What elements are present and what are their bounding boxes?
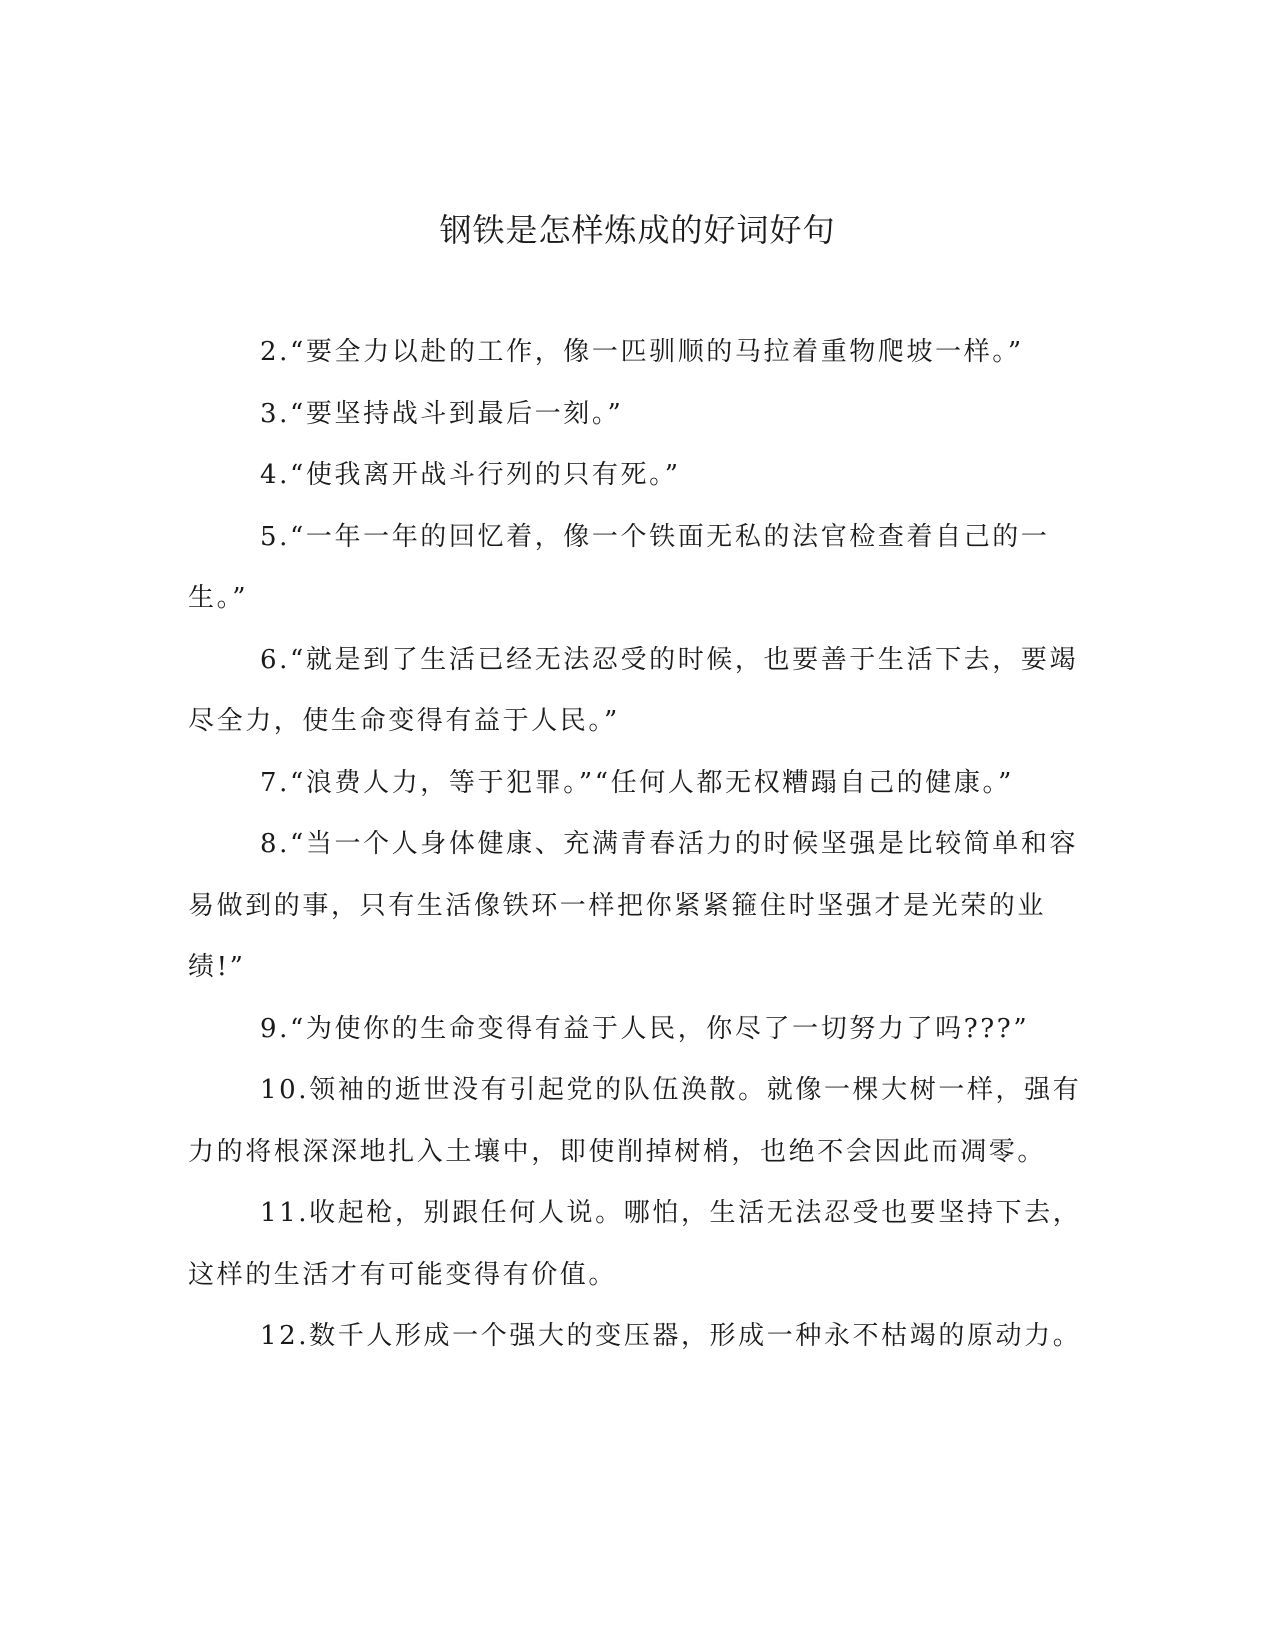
paragraph-10: 10.领袖的逝世没有引起党的队伍涣散。就像一棵大树一样，强有力的将根深深地扎入土壤中，即使削掉树梢，也绝不会因此而凋零。 [188, 1075, 1082, 1167]
document-title: 钢铁是怎样炼成的好词好句 [439, 211, 836, 249]
document-body [188, 322, 1082, 1368]
paragraph-7: 7.“浪费人力，等于犯罪。”“任何人都无权糟蹋自己的健康。” [260, 767, 1014, 798]
paragraph-8: 8.“当一个人身体健康、充满青春活力的时候坚强是比较简单和容易做到的事，只有生活像铁环一样把你紧紧箍住时坚强才是光荣的业绩!” [188, 829, 1079, 982]
paragraph-11: 11.收起枪，别跟任何人说。哪怕，生活无法忍受也要坚持下去，这样的生活才有可能变得有价值。 [188, 1198, 1082, 1290]
paragraph-6: 6.“就是到了生活已经无法忍受的时候，也要善于生活下去，要竭尽全力，使生命变得有益于人民。” [188, 644, 1079, 736]
paragraph-2: 2.“要全力以赴的工作，像一匹驯顺的马拉着重物爬坡一样。” [260, 337, 1024, 367]
paragraph-4: 4.“使我离开战斗行列的只有死。” [260, 460, 681, 490]
paragraph-9: 9.“为使你的生命变得有益于人民，你尽了一切努力了吗???” [260, 1013, 1030, 1044]
paragraph-12: 12.数千人形成一个强大的变压器，形成一种永不枯竭的原动力。 [260, 1321, 1082, 1351]
paragraph-5: 5.“一年一年的回忆着，像一个铁面无私的法官检查着自己的一生。” [188, 521, 1050, 613]
paragraph-3: 3.“要坚持战斗到最后一刻。” [260, 398, 624, 429]
